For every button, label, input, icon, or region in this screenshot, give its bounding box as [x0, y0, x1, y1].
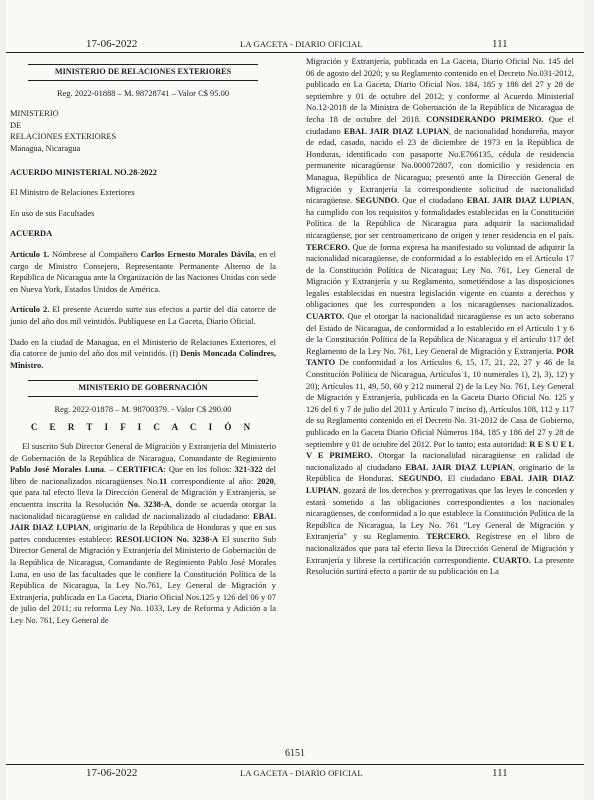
article-1: [10, 249, 276, 295]
bold-run: No. 3238-A: [127, 499, 170, 510]
header-rule: [6, 52, 584, 53]
bold-run: 2020: [257, 475, 274, 486]
page-footer: [6, 766, 584, 780]
bold-run: EBAL JAIR DIAZ LUPIAN: [466, 195, 572, 206]
text-run: Que el ciudadano: [306, 113, 574, 136]
footer-date: 17-06-2022: [86, 767, 138, 779]
resolution-body: [306, 56, 574, 578]
header-masthead: LA GACETA - DIARIO OFICIAL: [240, 39, 363, 49]
bold-run: EBAL JAIR DIAZ LUPIAN: [10, 510, 276, 533]
text-run: , gozará de los derechos y prerrogativas que las leyes le conceden y estará sometido a las obligaciones correspondientes a los nacionales nicaragüenses, de conformidad a lo que establece la Constitución Política de la República de Nicaragua, la Ley No. 761 "Ley General de Migración y Extranjería" y su Reglamento.: [306, 484, 574, 542]
article-1-text: , en el cargo de Ministro Consejero, Representante Permanente Alterno de la República de Nicaragua ante la Organización de las Naciones Unidas con sede en Nueva York, Estados Unidos de América.: [10, 248, 276, 294]
text-run: El suscrito Sub Director General de Migración y Extranjería del Ministerio de Gobernación de la República de Nicaragua, Comandante de Regimiento Pablo José Morales Luna, en uso de las facultades que le confiere la Constitución Política de la República de Nicaragua, la Ley No.761, Ley General de Migración y Extranjería, publicada en La Gaceta, Diario Oficial Nos.125 y 126 del 06 y 07 de julio del 2011; su reforma Ley No. 1033, Ley de Reforma y Adición a la Ley No. 761, Ley General de: [10, 533, 276, 625]
article-2-text: El presente Acuerdo surte sus efectos a partir del día catorce de junio del año dos mil veintidós. Publíquese en La Gaceta, Diario Oficial.: [10, 304, 276, 326]
text-run: , originario de la República de Honduras.: [306, 461, 574, 484]
bold-run: CONSIDERANDO PRIMERO.: [426, 113, 544, 124]
facultades-line: En uso de sus Facultades: [10, 207, 95, 218]
text-run: Que el ciudadano: [399, 195, 467, 206]
text-run: El suscrito Sub Director General de Migración y Extranjería del Ministerio de Gobernación de la República de Nicaragua, Comandante de Regimiento: [10, 441, 276, 463]
bold-run: EBAL JAIR DIAZ LUPIAN: [343, 125, 449, 136]
signature-paragraph: [10, 337, 276, 372]
article-1-text: Nómbrese al Compañero: [49, 248, 141, 259]
bold-run: Pablo José Morales Luna: [10, 464, 104, 475]
right-column: [306, 56, 574, 578]
text-run: , que para tal efecto lleva la Dirección General de Migración y Extranjería, se encuentra inscrita la Resolución: [10, 475, 276, 510]
dado-text: Dado en la ciudad de Managua, en el Ministerio de Relaciones Exteriores, el día catorce de junio del año dos mil veintidós. (f): [10, 336, 276, 359]
text-run: . –: [104, 464, 117, 475]
bold-run: SEGUNDO.: [398, 473, 443, 484]
page-header: [6, 37, 584, 51]
text-run: Otorgar la nacionalidad nicaragüense en calidad de nacionalizado al ciudadano: [306, 450, 575, 472]
header-page-number: 111: [492, 38, 508, 50]
article-1-head: Artículo 1.: [10, 248, 50, 259]
text-run: : Que en los folios:: [163, 464, 235, 475]
appointee-name: Carlos Ernesto Morales Dávila: [140, 248, 255, 259]
bold-run: CERTIFICA: [116, 464, 164, 475]
bold-run: SEGUNDO.: [355, 195, 400, 206]
text-run: De conformidad a los Artículos 6, 15, 17, 21, 22, 27 y 46 de la Constitución Política de Nicaragua, Artículos 1, 10 numerales 1), 2), 3), 12) y 20); Artículos 11, 49, 50, 60 y 212 numeral 2) de la Ley No. 761, Ley General de Migración y Extranjería, publicada en la Gaceta Diario Oficial No. 125 y 126 del 6 y 7 de julio del 2011 y Artículo 7 inciso d), Artículos 108, 112 y 117 de su Reglamento contenido en el Decreto No. 31-2012 de Casa de Gobierno, publicado en la Gaceta Diario Oficial Números 184, 185 y 186 del 27 y 28 de septiembre y 01 de octubre del 2012. Por lo tanto; esta autoridad:: [306, 357, 574, 449]
certificacion-heading: C E R T I F I C A C I Ó N: [30, 422, 256, 433]
bold-run: RESOLUCION No. 3238-A: [116, 533, 219, 544]
bold-run: TERCERO.: [426, 531, 471, 542]
text-run: Regístrese en el libro de nacionalizados que para tal efecto lleva la Dirección General de Migración y Extranjería y líbrese la certificación correspondiente.: [306, 531, 574, 565]
acuerdo-title: ACUERDO MINISTERIAL NO.28-2022: [10, 166, 157, 177]
certification-body: [10, 441, 276, 627]
registration-1: Reg. 2022-01888 – M. 98728741 – Valor C$ 95.00: [56, 87, 230, 98]
text-run: , ha cumplido con los requisitos y formalidades establecidas en la Constitución Política de la República de Nicaragua para adquirir la nacionalidad nicaragüense, por ser centroamericano de origen y tener residencia en el país.: [306, 195, 574, 240]
text-run: correspondiente al año:: [167, 475, 258, 486]
text-run: La presente Resolución surtirá efecto a partir de su publicación en La: [306, 554, 574, 577]
bold-run: TERCERO.: [306, 241, 350, 252]
footer-masthead: LA GACETA - DIARIO OFICIAL: [240, 768, 363, 778]
address-line: Managua, Nicaragua: [10, 142, 81, 153]
text-run: Que el otorgar la nacionalidad nicaragüense es un acto soberano del Estado de Nicaragua, de conformidad a lo establecido en el Artículo 1 y 6 de la Constitución Política de la República de Nicaragua y el artículo 117 del Reglamento de la Ley No. 761, Ley General de Migración y Extranjería.: [306, 311, 574, 356]
bold-run: POR TANTO: [306, 345, 574, 368]
bold-run: R E S U E L V E PRIMERO.: [306, 438, 574, 461]
bold-run: 11: [159, 475, 168, 486]
page-number: 6151: [285, 748, 305, 759]
article-2: [10, 304, 276, 327]
text-run: del libro de nacionalizados nicaragüenses No.: [10, 464, 277, 486]
text-run: , de nacionalidad hondureña, mayor de edad, casado, nacido el 23 de diciembre de 1973 en la República de Honduras, identificado con pasaporte No.E766135, cédula de residencia permanente nicaragüense No.000072807, con domicilio y residencia en Managua, República de Nicaragua; presentó ante la Dirección General de Migración y Extranjería la correspondiente solicitud de nacionalidad nicaragüense.: [306, 125, 574, 206]
ministry-relaciones-exteriores-heading: MINISTERIO DE RELACIONES EXTERIORES: [28, 64, 258, 81]
text-run: , originario de la República de Honduras y que en sus partes conducentes establece:: [10, 522, 276, 544]
minister-line: El Ministro de Relaciones Exteriores: [10, 187, 135, 198]
text-run: Que de forma expresa ha manifestado su voluntad de adquirir la nacionalidad nicaragüense, de conformidad a lo establecido en el Artículo 17 de la Constitución Política de Nicaragua; Ley No. 761, Ley General de Migración y Extranjería y su Reglamento, sometiéndose a las disposiciones legales establecidas en nuestra legislación vigente en cuanto a derechos y obligaciones que les corresponden a los nicaragüenses nacionalizados.: [306, 241, 574, 310]
bold-run: CUARTO.: [492, 554, 531, 565]
ministry-gobernacion-heading: MINISTERIO DE GOBERNACIÓN: [28, 380, 258, 397]
left-column: [10, 64, 276, 627]
gazette-page: [6, 0, 584, 800]
address-line: MINISTERIO: [10, 108, 59, 119]
address-line: DE: [10, 119, 22, 130]
bold-run: CUARTO.: [306, 311, 345, 322]
footer-rule: [6, 764, 584, 765]
acuerda-heading: ACUERDA: [10, 228, 53, 239]
bold-run: EBAL JAIR DIAZ LUPIAN: [405, 461, 513, 472]
address-line: RELACIONES EXTERIORES: [10, 131, 117, 142]
article-2-head: Artículo 2.: [10, 304, 50, 315]
header-date: 17-06-2022: [86, 38, 138, 50]
text-run: , donde se acuerda otorgar la nacionalidad nicaragüense en calidad de nacionalizado al ciudadano:: [10, 499, 276, 521]
registration-2: Reg. 2022-01878 – M. 98700379. - Valor C$ 290.00: [54, 403, 232, 414]
footer-page-number: 111: [492, 767, 508, 779]
bold-run: EBAL JAIR DIAZ LUPIAN: [306, 473, 574, 495]
text-run: Migración y Extranjería, publicada en La Gaceta, Diario Oficial No. 145 del 06 de agosto del 2020; y su Reglamento contenido en el Decreto No.031-2012, publicado en La Gaceta, Diario Oficial Nos. 184, 185 y 186 del 27 y 28 de septiembre y 01 de octubre del 2012; y conforme al Acuerdo Ministerial No.12-2018 de la Ministra de Gobernación de la República de Nicaragua de fecha 18 de octubre del 2018.: [306, 56, 574, 124]
signer-name: Denis Moncada Colindres, Ministro.: [10, 348, 276, 370]
bold-run: 321-322: [234, 464, 263, 475]
text-run: El ciudadano: [442, 473, 501, 484]
